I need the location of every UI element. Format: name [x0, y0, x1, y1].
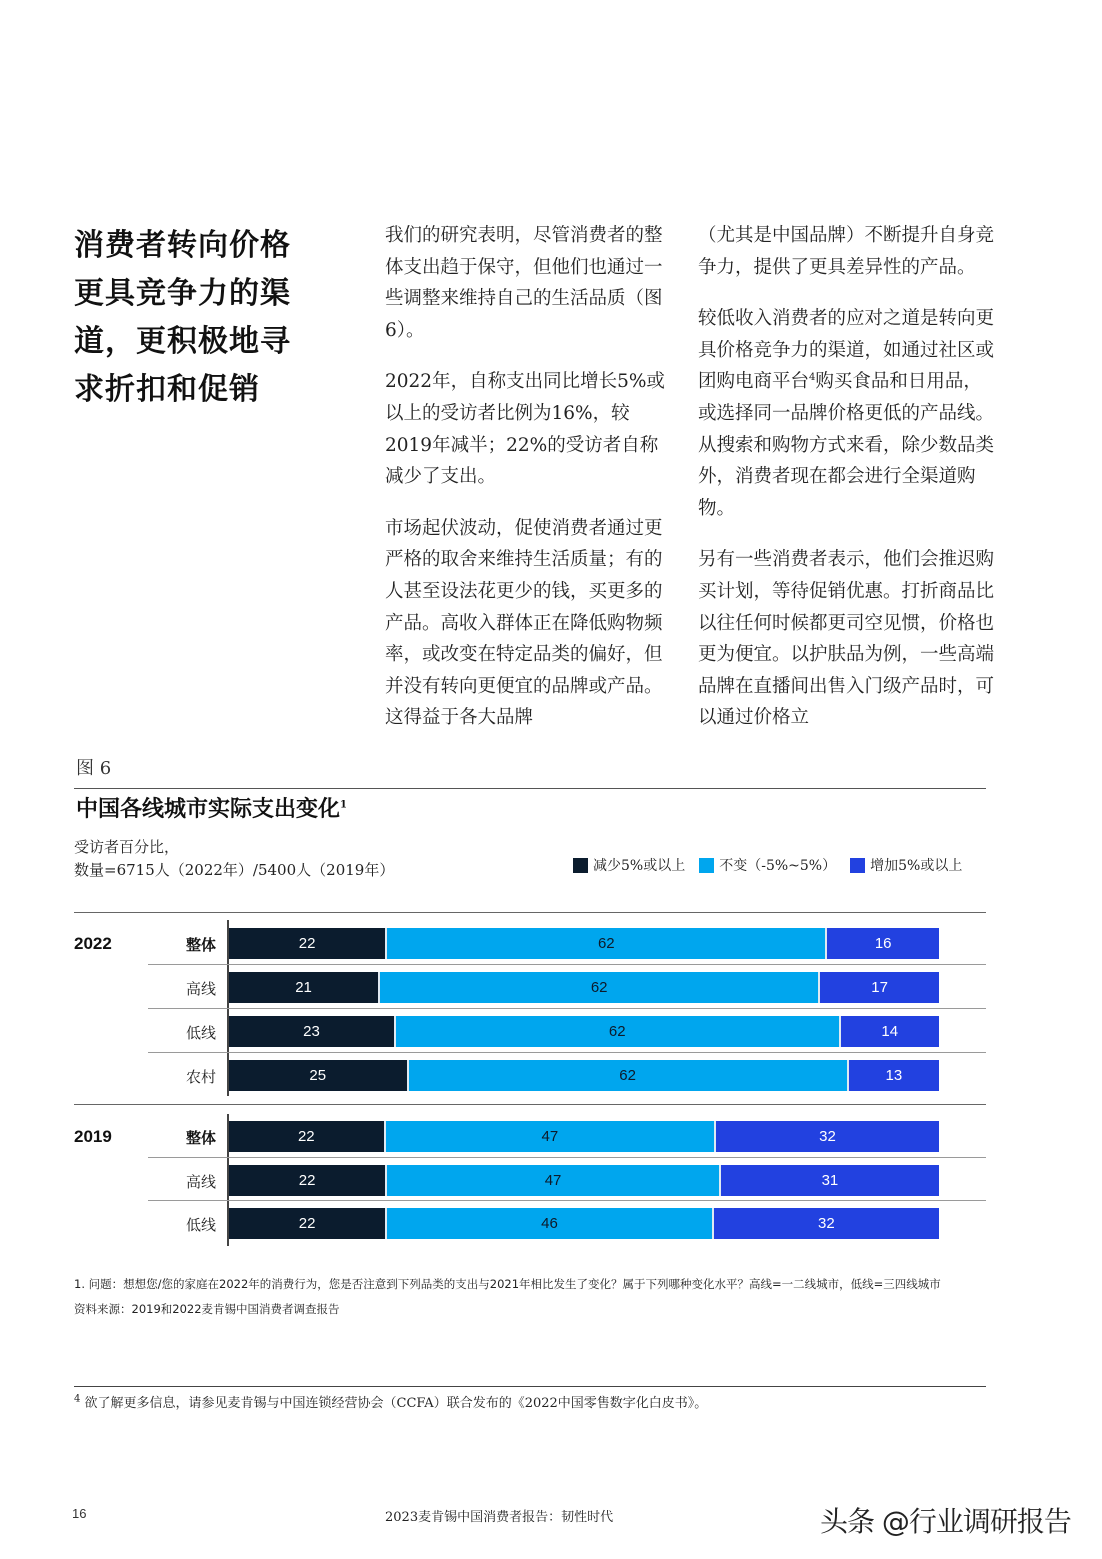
- chart-note: 1. 问题：想想您/您的家庭在2022年的消费行为，您是否注意到下列品类的支出与2021年相比发生了变化？属于下列哪种变化水平？高线=一二线城市，低线=三四线城市: [74, 1277, 941, 1291]
- segment-unchanged: 62: [394, 1016, 839, 1047]
- page-number: 16: [72, 1506, 87, 1521]
- segment-decrease: 22: [229, 928, 385, 959]
- legend-swatch: [699, 858, 714, 873]
- segment-increase: 31: [719, 1165, 939, 1196]
- chart-title: [76, 792, 347, 823]
- row-label: 农村: [185, 1068, 216, 1086]
- chart-group-rule: [74, 912, 986, 913]
- year-label-2022: 2022: [74, 934, 112, 953]
- headline-line: 求折扣和促销: [74, 372, 260, 407]
- paragraph: （尤其是中国品牌）不断提升自身竞争力，提供了更具差异性的产品。: [698, 225, 995, 278]
- legend-swatch: [850, 858, 865, 873]
- segment-unchanged: 47: [385, 1165, 719, 1196]
- headline-line: 道，更积极地寻: [74, 324, 291, 359]
- paragraph: 市场起伏波动，促使消费者通过更严格的取舍来维持生活质量；有的人甚至设法花更少的钱，买更多的产品。高收入群体正在降低购物频率，或改变在特定品类的偏好，但并没有转向更便宜的品牌或产品。这得益于各大品牌: [385, 517, 663, 729]
- body-column-1: [385, 220, 675, 754]
- row-label: 整体: [185, 936, 216, 954]
- footnote-text: 欲了解更多信息，请参见麦肯锡与中国连锁经营协会（CCFA）联合发布的《2022中国零售数字化白皮书》。: [84, 1396, 708, 1411]
- figure-label: 图 6: [76, 758, 112, 779]
- segment-increase: 32: [714, 1121, 939, 1152]
- legend-label: 不变（-5%~5%）: [719, 858, 837, 874]
- footnote: [74, 1392, 707, 1411]
- segment-decrease: 22: [229, 1208, 385, 1239]
- stacked-bar: [229, 1165, 939, 1196]
- row-label: 高线: [185, 1173, 216, 1191]
- legend-item-unchanged: [699, 855, 836, 875]
- chart-group-rule: [74, 1104, 986, 1105]
- chart-legend: [573, 855, 976, 875]
- segment-unchanged: 62: [385, 928, 825, 959]
- row-separator: [148, 1200, 986, 1201]
- segment-increase: 13: [847, 1060, 939, 1091]
- paragraph: 2022年，自称支出同比增长5%或以上的受访者比例为16%，较2019年减半；22%的受访者自称减少了支出。: [385, 371, 665, 488]
- row-separator: [148, 1052, 986, 1053]
- legend-item-decrease: [573, 855, 685, 875]
- paragraph: 我们的研究表明，尽管消费者的整体支出趋于保守，但他们也通过一些调整来维持自己的生活品质（图6）。: [385, 225, 663, 341]
- stacked-bar: [229, 1060, 939, 1091]
- stacked-bar: [229, 1121, 939, 1152]
- year-label-2019: 2019: [74, 1127, 112, 1146]
- segment-increase: 14: [839, 1016, 939, 1047]
- chart-subtitle: [74, 836, 394, 882]
- segment-unchanged: 47: [384, 1121, 714, 1152]
- segment-increase: 32: [712, 1208, 939, 1239]
- row-label: 整体: [185, 1129, 216, 1147]
- segment-unchanged: 62: [378, 972, 818, 1003]
- segment-increase: 16: [825, 928, 939, 959]
- footnote-marker: 4: [74, 1393, 81, 1405]
- footnote-rule: [74, 1386, 986, 1387]
- body-column-2: [698, 220, 998, 754]
- segment-decrease: 22: [229, 1165, 385, 1196]
- paragraph-text: 较低收入消费者的应对之道是转向更具价格竞争力的渠道，如通过社区或团购电商平台: [698, 308, 995, 393]
- subtitle-line: 受访者百分比，: [74, 838, 180, 856]
- running-title: 2023麦肯锡中国消费者报告：韧性时代: [385, 1510, 614, 1525]
- paragraph: 另有一些消费者表示，他们会推迟购买计划，等待促销优惠。打折商品比以往任何时候都更司空见惯，价格也更为便宜。以护肤品为例，一些高端品牌在直播间出售入门级产品时，可以通过价格立: [698, 549, 995, 729]
- section-headline: [74, 222, 364, 414]
- segment-decrease: 25: [229, 1060, 407, 1091]
- watermark: 头条 @行业调研报告: [820, 1505, 1071, 1538]
- legend-swatch: [573, 858, 588, 873]
- subtitle-line: 数量=6715人（2022年）/5400人（2019年）: [74, 861, 395, 879]
- footnote-ref[interactable]: 4: [809, 372, 816, 384]
- paragraph-text: 购买食品和日用品，或选择同一品牌价格更低的产品线。从搜索和购物方式来看，除少数品类外，消费者现在都会进行全渠道购物。: [698, 371, 995, 519]
- legend-label: 增加5%或以上: [870, 858, 963, 874]
- chart-source: 资料来源：2019和2022麦肯锡中国消费者调查报告: [74, 1302, 340, 1316]
- chart-title-superscript: 1: [340, 799, 347, 811]
- row-separator: [148, 964, 986, 965]
- row-separator: [148, 1008, 986, 1009]
- figure-top-rule: [74, 788, 986, 789]
- row-label: 低线: [185, 1216, 216, 1234]
- segment-unchanged: 62: [407, 1060, 847, 1091]
- legend-label: 减少5%或以上: [593, 858, 686, 874]
- headline-line: 更具竞争力的渠: [74, 276, 291, 311]
- chart-title-text: 中国各线城市实际支出变化: [76, 796, 341, 822]
- row-separator: [148, 1157, 986, 1158]
- segment-decrease: 21: [229, 972, 378, 1003]
- stacked-bar: [229, 1016, 939, 1047]
- paragraph: [698, 303, 998, 524]
- segment-unchanged: 46: [385, 1208, 712, 1239]
- row-label: 高线: [185, 980, 216, 998]
- stacked-bar: [229, 928, 939, 959]
- legend-item-increase: [850, 855, 962, 875]
- headline-line: 消费者转向价格: [74, 228, 291, 263]
- segment-decrease: 22: [229, 1121, 384, 1152]
- segment-increase: 17: [818, 972, 939, 1003]
- row-label: 低线: [185, 1024, 216, 1042]
- stacked-bar: [229, 972, 939, 1003]
- stacked-bar: [229, 1208, 939, 1239]
- segment-decrease: 23: [229, 1016, 394, 1047]
